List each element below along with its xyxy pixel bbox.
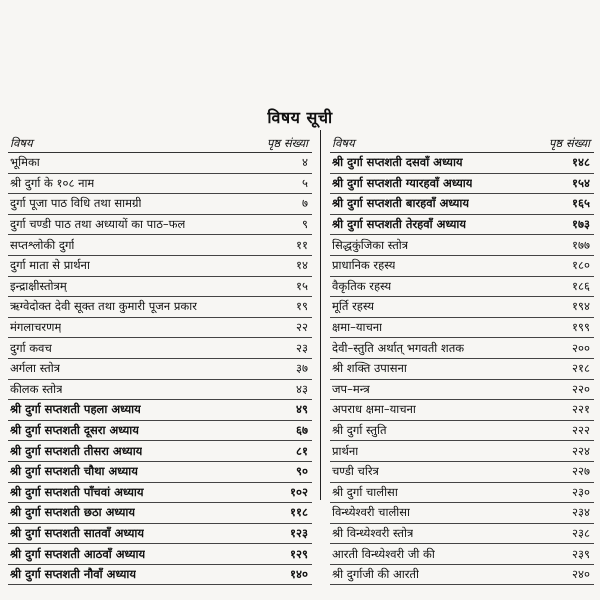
entry-page-number: ४९	[296, 402, 308, 417]
entry-title: श्री विन्ध्येश्वरी स्तोत्र	[332, 525, 414, 540]
column-divider	[320, 130, 321, 500]
entry-page-number: २००	[572, 340, 590, 355]
entry-title: श्री दुर्गा स्तुति	[332, 423, 387, 438]
contents-entry	[330, 215, 594, 236]
entry-page-number: ६७	[296, 423, 308, 438]
contents-entry	[330, 380, 594, 401]
contents-entry	[330, 235, 594, 256]
contents-entry	[8, 338, 312, 359]
entry-page-number: ११८	[290, 505, 308, 520]
entry-page-number: २४०	[572, 567, 590, 582]
contents-entry	[330, 338, 594, 359]
page-title: विषय सूची	[267, 108, 333, 127]
entry-page-number: २२२	[572, 423, 590, 438]
contents-entry	[330, 483, 594, 504]
entry-page-number: ५	[302, 175, 308, 190]
entry-page-number: १२९	[290, 546, 308, 561]
entry-page-number: १२३	[290, 525, 308, 540]
entry-title: अपराध क्षमा–याचना	[332, 402, 416, 417]
entry-title: जप–मन्त्र	[332, 381, 370, 396]
contents-entry	[8, 194, 312, 215]
entry-page-number: २२	[296, 320, 308, 335]
entry-title: कीलक स्तोत्र	[10, 381, 63, 396]
contents-entry	[8, 565, 312, 586]
entry-page-number: २३९	[572, 546, 590, 561]
entry-title: श्री दुर्गा सप्तशती तीसरा अध्याय	[10, 443, 143, 458]
entry-page-number: १८०	[572, 258, 590, 273]
entry-title: विन्ध्येश्वरी चालीसा	[332, 505, 410, 520]
entry-title: श्री दुर्गा सप्तशती दसवाँ अध्याय	[332, 155, 463, 170]
contents-entry	[8, 174, 312, 195]
entry-page-number: १०२	[290, 484, 308, 499]
entry-page-number: १९	[296, 299, 308, 314]
entry-title: देवी–स्तुति अर्थात् भगवती शतक	[332, 340, 465, 355]
entry-page-number: ११	[296, 237, 308, 252]
entry-page-number: ३७	[296, 361, 308, 376]
subject-header: विषय	[10, 136, 33, 150]
contents-entry	[330, 544, 594, 565]
contents-list	[8, 153, 312, 585]
contents-entry	[330, 421, 594, 442]
entry-title: सिद्धकुंजिका स्तोत्र	[332, 237, 409, 252]
entry-page-number: ४	[302, 155, 308, 170]
entry-page-number: ९०	[296, 464, 308, 479]
entry-title: श्री दुर्गा सप्तशती छठा अध्याय	[10, 505, 136, 520]
entry-title: भूमिका	[10, 155, 40, 170]
contents-entry	[8, 256, 312, 277]
entry-title: अर्गला स्तोत्र	[10, 361, 61, 376]
contents-list	[330, 153, 594, 585]
contents-entry	[8, 503, 312, 524]
entry-page-number: १४०	[290, 567, 308, 582]
contents-entry	[330, 359, 594, 380]
entry-page-number: ७	[302, 196, 308, 211]
entry-title: श्री दुर्गा सप्तशती ग्यारहवाँ अध्याय	[332, 175, 473, 190]
contents-entry	[330, 524, 594, 545]
entry-title: श्री दुर्गा सप्तशती सातवाँ अध्याय	[10, 525, 145, 540]
entry-title: ऋग्वेदोक्त देवी सूक्त तथा कुमारी पूजन प्रकार	[10, 299, 197, 314]
contents-entry	[330, 297, 594, 318]
contents-entry	[8, 400, 312, 421]
entry-title: सप्तश्लोकी दुर्गा	[10, 237, 75, 252]
entry-title: श्री दुर्गा सप्तशती बारहवाँ अध्याय	[332, 196, 470, 211]
contents-entry	[8, 235, 312, 256]
entry-title: श्री दुर्गा के १०८ नाम	[10, 175, 95, 190]
entry-title: दुर्गा चण्डी पाठ तथा अध्यायों का पाठ–फल	[10, 217, 186, 232]
entry-page-number: २३४	[572, 505, 590, 520]
entry-page-number: २३	[296, 340, 308, 355]
contents-entry	[8, 297, 312, 318]
entry-page-number: १६५	[572, 196, 590, 211]
contents-entry	[8, 380, 312, 401]
entry-title: श्री दुर्गा सप्तशती चौथा अध्याय	[10, 464, 138, 479]
entry-title: इन्द्राक्षीस्तोत्रम्	[10, 278, 67, 293]
entry-title: श्री दुर्गा सप्तशती तेरहवाँ अध्याय	[332, 217, 467, 232]
page-number-header: पृष्ठ संख्या	[266, 136, 308, 150]
contents-entry	[8, 441, 312, 462]
contents-entry	[8, 421, 312, 442]
contents-entry	[8, 462, 312, 483]
entry-page-number: २२१	[572, 402, 590, 417]
contents-entry	[8, 524, 312, 545]
entry-title: श्री दुर्गा सप्तशती दूसरा अध्याय	[10, 423, 139, 438]
contents-entry	[330, 256, 594, 277]
entry-page-number: १४	[296, 258, 308, 273]
entry-title: प्रार्थना	[332, 443, 359, 458]
entry-page-number: १९९	[572, 320, 590, 335]
contents-entry	[8, 359, 312, 380]
entry-page-number: १५	[296, 278, 308, 293]
contents-entry	[330, 194, 594, 215]
contents-column-right	[330, 134, 594, 585]
contents-entry	[330, 400, 594, 421]
entry-title: श्री दुर्गा सप्तशती नौवाँ अध्याय	[10, 567, 137, 582]
entry-title: श्री शक्ति उपासना	[332, 361, 407, 376]
column-header	[8, 134, 312, 153]
contents-entry	[330, 441, 594, 462]
contents-entry	[330, 503, 594, 524]
entry-page-number: १९४	[572, 299, 590, 314]
entry-title: मूर्ति रहस्य	[332, 299, 375, 314]
entry-page-number: २२७	[572, 464, 590, 479]
entry-page-number: ४३	[296, 381, 308, 396]
contents-column-left	[8, 134, 312, 585]
entry-title: दुर्गा कवच	[10, 340, 52, 355]
entry-title: आरती विन्ध्येश्वरी जी की	[332, 546, 435, 561]
entry-title: मंगलाचरणम्	[10, 320, 62, 335]
entry-title: श्री दुर्गा सप्तशती पहला अध्याय	[10, 402, 141, 417]
entry-page-number: १८६	[572, 278, 590, 293]
entry-page-number: १७३	[572, 217, 590, 232]
entry-title: वैकृतिक रहस्य	[332, 278, 392, 293]
entry-page-number: २१८	[572, 361, 590, 376]
entry-page-number: ८१	[296, 443, 308, 458]
entry-page-number: १५४	[572, 175, 590, 190]
entry-title: चण्डी चरित्र	[332, 464, 379, 479]
entry-page-number: २३८	[572, 525, 590, 540]
entry-title: श्री दुर्गाजी की आरती	[332, 567, 419, 582]
entry-title: श्री दुर्गा सप्तशती पाँचवां अध्याय	[10, 484, 144, 499]
entry-title: क्षमा–याचना	[332, 320, 383, 335]
entry-page-number: २२४	[572, 443, 590, 458]
entry-page-number: १७७	[572, 237, 590, 252]
contents-entry	[330, 277, 594, 298]
contents-entry	[330, 174, 594, 195]
contents-entry	[330, 153, 594, 174]
contents-entry	[8, 153, 312, 174]
page-number-header: पृष्ठ संख्या	[548, 136, 590, 150]
entry-title: श्री दुर्गा सप्तशती आठवाँ अध्याय	[10, 546, 146, 561]
contents-entry	[8, 483, 312, 504]
contents-entry	[330, 318, 594, 339]
contents-entry	[8, 215, 312, 236]
entry-title: श्री दुर्गा चालीसा	[332, 484, 398, 499]
column-header	[330, 134, 594, 153]
contents-entry	[8, 277, 312, 298]
entry-page-number: २३०	[572, 484, 590, 499]
entry-title: दुर्गा माता से प्रार्थना	[10, 258, 90, 273]
entry-page-number: २२०	[572, 381, 590, 396]
entry-page-number: ९	[302, 217, 308, 232]
entry-page-number: १४८	[572, 155, 590, 170]
entry-title: प्राधानिक रहस्य	[332, 258, 396, 273]
contents-entry	[330, 462, 594, 483]
contents-entry	[8, 318, 312, 339]
contents-entry	[330, 565, 594, 586]
entry-title: दुर्गा पूजा पाठ विधि तथा सामग्री	[10, 196, 142, 211]
subject-header: विषय	[332, 136, 355, 150]
contents-entry	[8, 544, 312, 565]
